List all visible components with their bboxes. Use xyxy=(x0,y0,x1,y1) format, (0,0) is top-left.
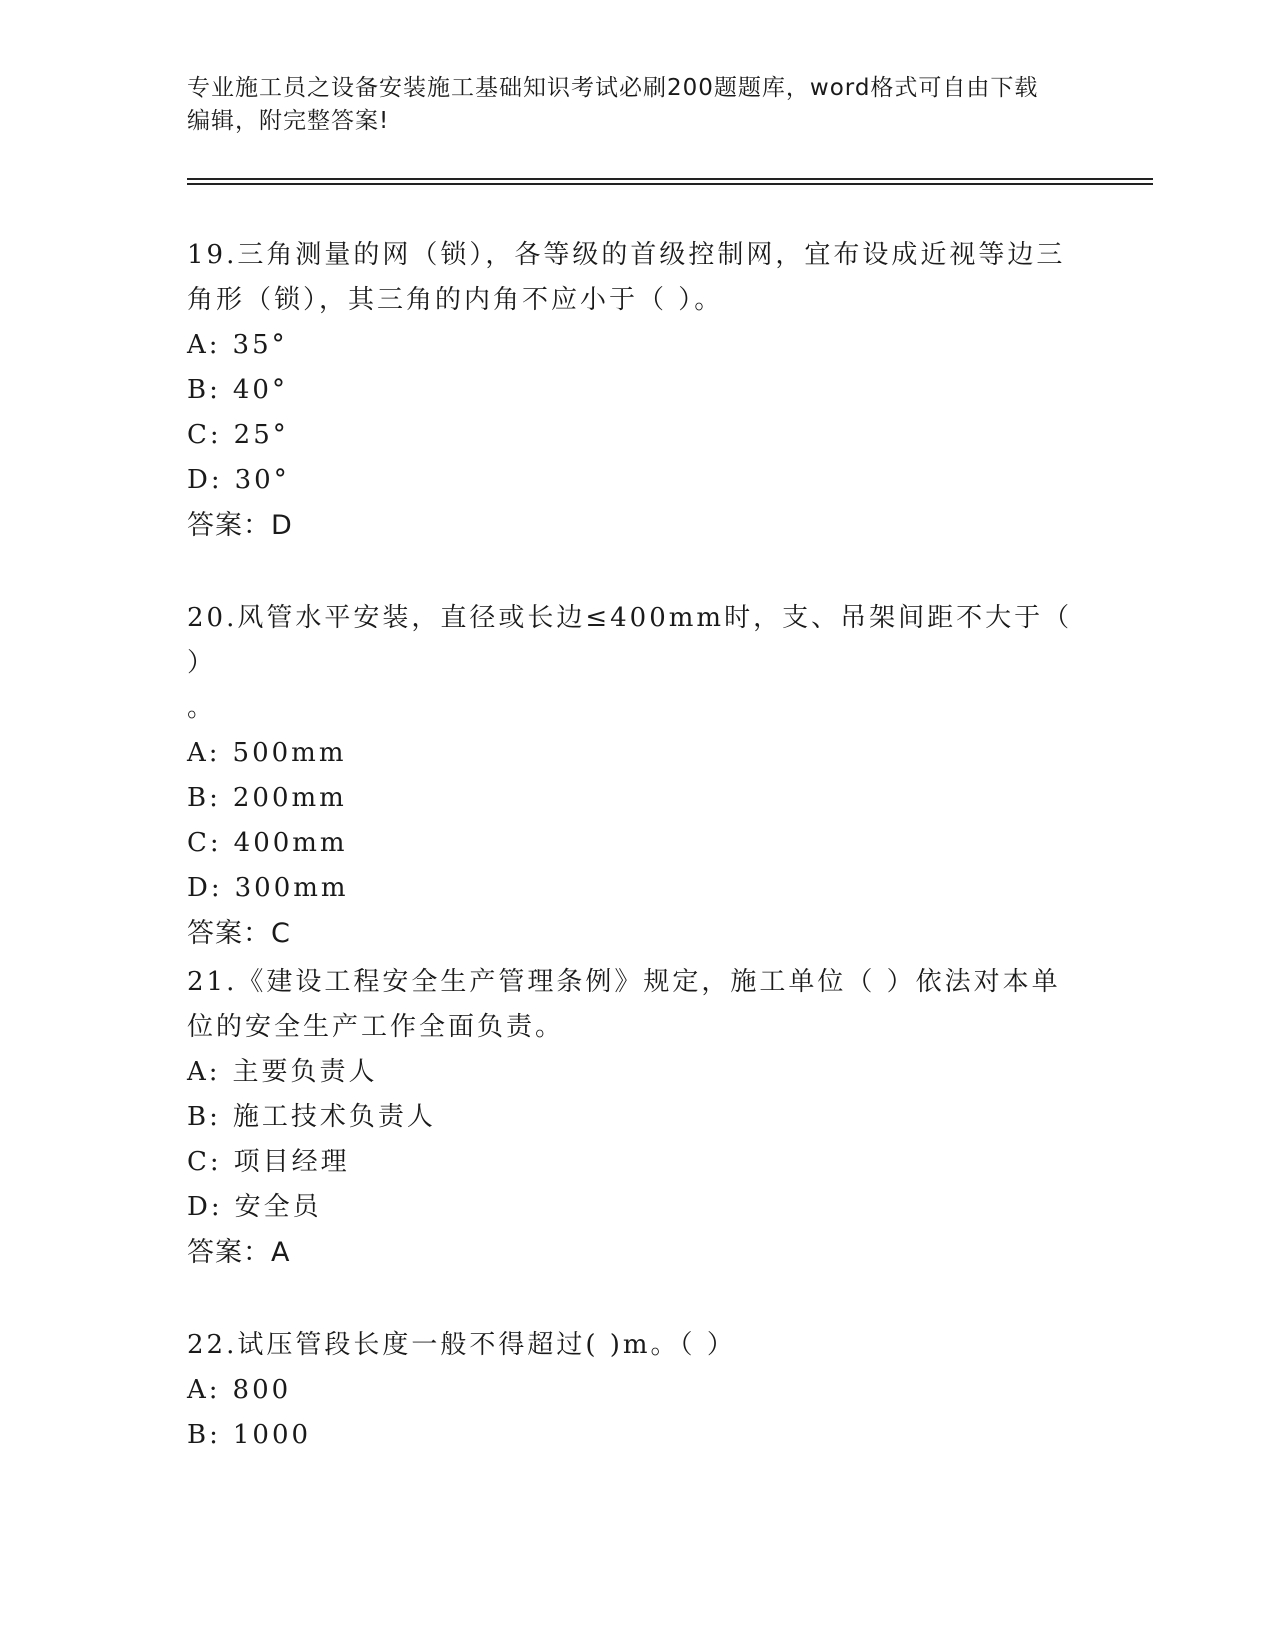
option-a xyxy=(187,323,1077,368)
option-d xyxy=(187,1185,1077,1230)
option-text: 1000 xyxy=(232,1420,312,1450)
question-21 xyxy=(187,960,1077,1276)
option-letter: B: xyxy=(187,375,221,405)
option-d xyxy=(187,458,1077,503)
option-letter: D: xyxy=(187,465,223,495)
option-text: 35° xyxy=(232,330,288,360)
option-c xyxy=(187,1140,1077,1185)
option-text: 项目经理 xyxy=(233,1147,350,1177)
option-text: 400mm xyxy=(233,828,348,858)
option-a xyxy=(187,731,1077,776)
option-b xyxy=(187,1413,1077,1458)
option-text: 800 xyxy=(232,1375,292,1405)
option-letter: A: xyxy=(187,738,221,768)
option-a xyxy=(187,1368,1077,1413)
option-letter: A: xyxy=(187,330,221,360)
option-text: 300mm xyxy=(234,873,349,903)
header-line-1: 专业施工员之设备安装施工基础知识考试必刷200题题库，word格式可自由下载 xyxy=(187,75,1039,101)
question-20 xyxy=(187,596,1077,957)
option-letter: C: xyxy=(187,1147,222,1177)
option-letter: C: xyxy=(187,420,222,450)
question-19 xyxy=(187,233,1077,549)
option-c xyxy=(187,413,1077,458)
option-letter: A: xyxy=(187,1057,221,1087)
document-header xyxy=(187,72,1087,138)
question-text-line: 。 xyxy=(187,693,217,723)
question-text-line: 22.试压管段长度一般不得超过( )m。（ ） xyxy=(187,1330,736,1360)
question-22 xyxy=(187,1323,1077,1458)
option-text: 500mm xyxy=(232,738,347,768)
option-text: 200mm xyxy=(232,783,347,813)
option-letter: D: xyxy=(187,1192,223,1222)
option-a xyxy=(187,1050,1077,1095)
answer-line: 答案：A xyxy=(187,1237,291,1268)
option-letter: D: xyxy=(187,873,223,903)
header-line-2: 编辑，附完整答案! xyxy=(187,108,390,134)
option-c xyxy=(187,821,1077,866)
option-text: 40° xyxy=(232,375,288,405)
option-d xyxy=(187,866,1077,911)
option-letter: B: xyxy=(187,1420,221,1450)
option-text: 25° xyxy=(233,420,289,450)
option-letter: C: xyxy=(187,828,222,858)
header-divider-top xyxy=(187,178,1153,180)
option-letter: B: xyxy=(187,1102,221,1132)
option-letter: B: xyxy=(187,783,221,813)
question-text-line: 20.风管水平安装，直径或长边≤400mm时，支、吊架间距不大于（ ） xyxy=(187,603,1073,678)
option-b xyxy=(187,776,1077,821)
option-text: 30° xyxy=(234,465,290,495)
option-letter: A: xyxy=(187,1375,221,1405)
option-b xyxy=(187,368,1077,413)
option-text: 主要负责人 xyxy=(232,1057,378,1087)
question-text-line: 19.三角测量的网（锁），各等级的首级控制网，宜布设成近视等边三 xyxy=(187,240,1066,270)
header-divider-bottom xyxy=(187,183,1153,185)
answer-line: 答案：D xyxy=(187,510,293,541)
option-text: 安全员 xyxy=(234,1192,322,1222)
question-text-line: 位的安全生产工作全面负责。 xyxy=(187,1012,565,1042)
question-text-line: 角形（锁），其三角的内角不应小于（ ）。 xyxy=(187,285,724,315)
answer-line: 答案：C xyxy=(187,918,291,949)
question-text-line: 21.《建设工程安全生产管理条例》规定，施工单位（ ）依法对本单 xyxy=(187,967,1061,997)
option-text: 施工技术负责人 xyxy=(232,1102,436,1132)
option-b xyxy=(187,1095,1077,1140)
